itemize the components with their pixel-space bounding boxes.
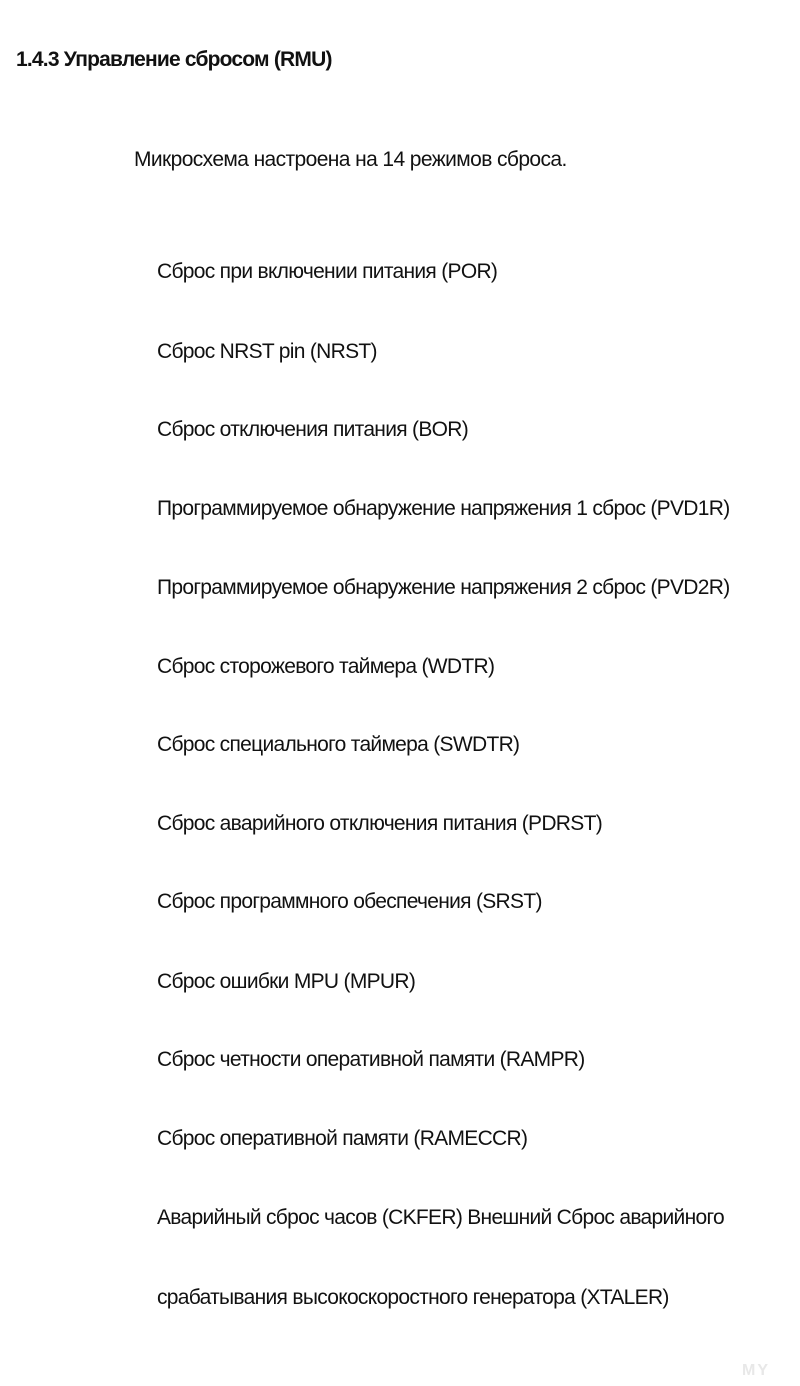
list-item: Аварийный сброс часов (CKFER) Внешний Сброс аварийного [157, 1206, 724, 1229]
list-item: Сброс NRST pin (NRST) [157, 340, 377, 363]
list-item: Сброс ошибки MPU (MPUR) [157, 970, 416, 993]
list-item: Сброс программного обеспечения (SRST) [157, 890, 542, 913]
list-item: Программируемое обнаружение напряжения 1 сброс (PVD1R) [157, 497, 730, 520]
section-heading: 1.4.3 Управление сбросом (RMU) [16, 48, 332, 71]
list-item: срабатывания высокоскоростного генератора (XTALER) [157, 1286, 669, 1309]
list-item: Сброс специального таймера (SWDTR) [157, 733, 520, 756]
list-item: Программируемое обнаружение напряжения 2 сброс (PVD2R) [157, 576, 730, 599]
list-item: Сброс отключения питания (BOR) [157, 418, 469, 441]
list-item: Сброс при включении питания (POR) [157, 260, 498, 283]
list-item: Сброс четности оперативной памяти (RAMPR) [157, 1048, 585, 1071]
list-item: Сброс оперативной памяти (RAMECCR) [157, 1127, 528, 1150]
list-item: Сброс сторожевого таймера (WDTR) [157, 655, 495, 678]
intro-paragraph: Микросхема настроена на 14 режимов сброса. [134, 148, 567, 171]
watermark: MY [742, 1362, 770, 1379]
list-item: Сброс аварийного отключения питания (PDRST) [157, 812, 603, 835]
